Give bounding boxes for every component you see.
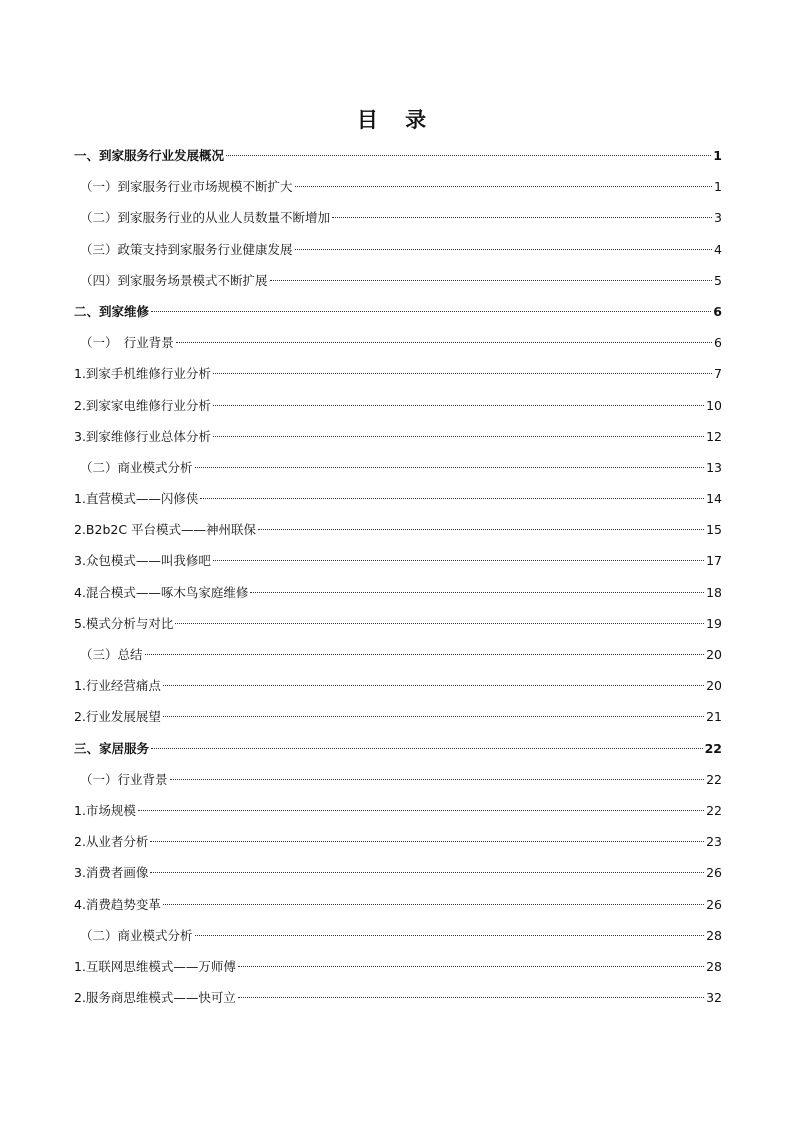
toc-entry[interactable]: [74, 483, 722, 514]
toc-entry[interactable]: [74, 951, 722, 982]
dot-leader: [163, 904, 704, 905]
toc-entry-page: 28: [706, 927, 722, 943]
toc-entry-label: （四）到家服务场景模式不断扩展: [80, 272, 268, 288]
toc-entry-page: 22: [704, 740, 722, 756]
toc-entry[interactable]: [74, 140, 722, 171]
toc-entry-label: 2.从业者分析: [74, 834, 149, 850]
toc-entry-page: 15: [706, 522, 722, 538]
toc-entry-label: 3.众包模式——叫我修吧: [74, 553, 211, 569]
toc-entry-page: 21: [706, 709, 722, 725]
toc-entry[interactable]: [74, 670, 722, 701]
dot-leader: [151, 311, 711, 312]
toc-entry-label: 2.B2b2C 平台模式——神州联保: [74, 522, 257, 538]
dot-leader: [138, 810, 704, 811]
toc-entry-page: 5: [714, 272, 722, 288]
dot-leader: [176, 342, 712, 343]
page-title: 目 录: [356, 107, 437, 132]
toc-entry-label: 三、家居服务: [74, 740, 150, 756]
dot-leader: [295, 186, 713, 187]
toc-entry[interactable]: [74, 296, 722, 327]
toc-entry-label: （一） 行业背景: [80, 335, 174, 351]
dot-leader: [175, 623, 704, 624]
toc-entry-label: 1.到家手机维修行业分析: [74, 366, 211, 382]
dot-leader: [250, 592, 704, 593]
toc-entry[interactable]: [74, 452, 722, 483]
dot-leader: [226, 155, 711, 156]
toc-entry-label: 4.混合模式——啄木鸟家庭维修: [74, 584, 249, 600]
dot-leader: [213, 560, 704, 561]
toc-entry-label: 4.消费趋势变革: [74, 896, 161, 912]
toc-entry-label: 2.到家家电维修行业分析: [74, 397, 211, 413]
toc-entry-label: （一）行业背景: [80, 771, 168, 787]
toc-entry[interactable]: [74, 733, 722, 764]
toc-entry[interactable]: [74, 514, 722, 545]
dot-leader: [200, 498, 704, 499]
toc-entry[interactable]: [74, 857, 722, 888]
toc-entry-page: 22: [706, 802, 722, 818]
toc-entry[interactable]: [74, 639, 722, 670]
toc-entry-page: 20: [706, 678, 722, 694]
toc-entry-label: （三）政策支持到家服务行业健康发展: [80, 241, 293, 257]
dot-leader: [238, 997, 704, 998]
toc-entry-label: （一）到家服务行业市场规模不断扩大: [80, 179, 293, 195]
dot-leader: [270, 280, 713, 281]
dot-leader: [195, 935, 705, 936]
dot-leader: [170, 779, 705, 780]
toc-entry-label: 二、到家维修: [74, 303, 150, 319]
toc-entry-label: 1.市场规模: [74, 802, 136, 818]
toc-entry-label: 3.到家维修行业总体分析: [74, 428, 211, 444]
toc-entry-page: 12: [706, 428, 722, 444]
toc-entry-page: 7: [714, 366, 722, 382]
toc-entry-page: 32: [706, 990, 722, 1006]
toc-entry-page: 17: [706, 553, 722, 569]
toc-entry[interactable]: [74, 545, 722, 576]
dot-leader: [150, 872, 704, 873]
toc-entry-page: 10: [706, 397, 722, 413]
toc-entry[interactable]: [74, 421, 722, 452]
toc-entry-label: （三）总结: [80, 647, 143, 662]
toc-entry-page: 26: [706, 896, 722, 912]
dot-leader: [163, 685, 704, 686]
toc-entry[interactable]: [74, 327, 722, 358]
dot-leader: [332, 217, 712, 218]
toc-entry[interactable]: [74, 826, 722, 857]
toc-entry[interactable]: [74, 795, 722, 826]
toc-entry-page: 14: [706, 491, 722, 507]
toc-entry-label: （二）商业模式分析: [80, 927, 193, 943]
toc-entry-page: 19: [706, 615, 722, 631]
dot-leader: [213, 436, 704, 437]
toc-entry[interactable]: [74, 608, 722, 639]
toc-entry-label: 5.模式分析与对比: [74, 615, 174, 631]
toc-entry-label: （二）商业模式分析: [80, 459, 193, 475]
toc-entry[interactable]: [74, 265, 722, 296]
toc-entry-page: 1: [713, 148, 722, 163]
toc-entry-page: 3: [714, 210, 722, 226]
toc-entry-page: 20: [706, 647, 722, 662]
toc-entry-page: 18: [706, 584, 722, 600]
dot-leader: [163, 716, 704, 717]
toc-entry-label: 1.行业经营痛点: [74, 678, 161, 694]
toc-entry-page: 26: [706, 865, 722, 881]
toc-entry-label: 2.服务商思维模式——快可立: [74, 990, 236, 1006]
toc-entry[interactable]: [74, 390, 722, 421]
toc-entry[interactable]: [74, 982, 722, 1013]
toc-entry[interactable]: [74, 920, 722, 951]
toc-entry[interactable]: [74, 171, 722, 202]
toc-entry-label: 3.消费者画像: [74, 865, 149, 881]
toc-entry-page: 4: [714, 241, 722, 257]
table-of-contents: [74, 140, 722, 1013]
toc-entry[interactable]: [74, 577, 722, 608]
dot-leader: [213, 373, 712, 374]
dot-leader: [213, 405, 704, 406]
dot-leader: [145, 654, 705, 655]
toc-entry-page: 13: [706, 459, 722, 475]
toc-entry[interactable]: [74, 234, 722, 265]
toc-entry-label: 1.直营模式——闪修侠: [74, 491, 199, 507]
dot-leader: [151, 748, 703, 749]
toc-entry-page: 1: [714, 179, 722, 195]
toc-entry-label: 一、到家服务行业发展概况: [74, 148, 225, 163]
toc-entry-label: 1.互联网思维模式——万师傅: [74, 958, 236, 974]
toc-entry-page: 28: [706, 958, 722, 974]
dot-leader: [195, 467, 705, 468]
dot-leader: [150, 841, 704, 842]
toc-entry[interactable]: [74, 701, 722, 732]
dot-leader: [238, 966, 704, 967]
toc-entry-page: 6: [714, 335, 722, 351]
toc-entry-label: 2.行业发展展望: [74, 709, 161, 725]
dot-leader: [258, 529, 704, 530]
toc-entry[interactable]: [74, 202, 722, 233]
toc-entry-page: 23: [706, 834, 722, 850]
toc-entry-page: 6: [713, 303, 722, 319]
toc-entry-page: 22: [706, 771, 722, 787]
toc-entry[interactable]: [74, 889, 722, 920]
dot-leader: [295, 249, 713, 250]
toc-entry[interactable]: [74, 358, 722, 389]
toc-entry[interactable]: [74, 764, 722, 795]
toc-entry-label: （二）到家服务行业的从业人员数量不断增加: [80, 210, 331, 226]
